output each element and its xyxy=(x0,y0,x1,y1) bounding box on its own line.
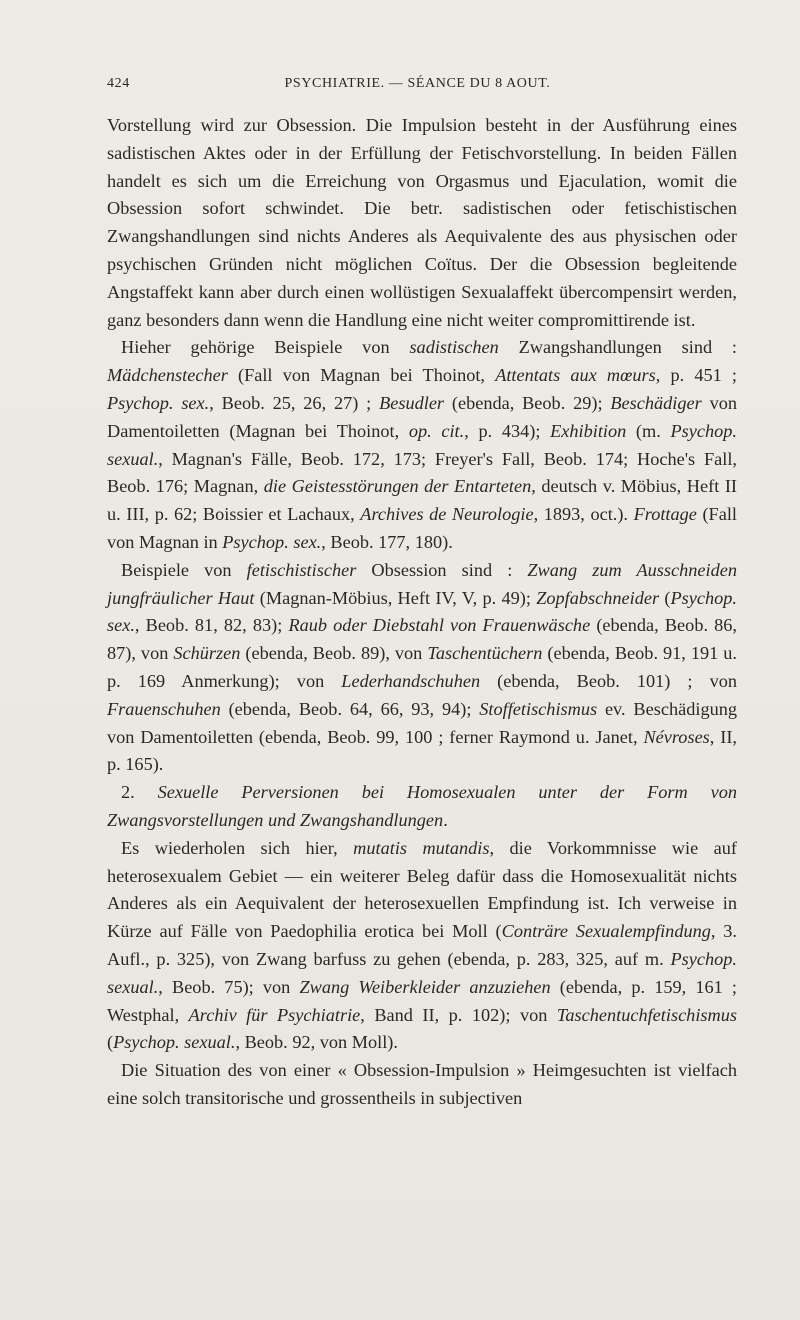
italic-run: Attentats aux mœurs xyxy=(495,365,656,386)
italic-run: Raub oder Diebstahl von Frauenwäsche xyxy=(288,615,591,636)
italic-run: fetischistischer xyxy=(246,559,357,580)
text-run: , 1893, oct.). xyxy=(533,504,634,525)
text-run: , Magnan's Fälle, Beob. 172, 173; Freyer's Fall, Beob. 174; Hoche's Fall, Beob. 176; Magnan, xyxy=(107,448,737,497)
text-run: , II, p. 165). xyxy=(107,726,738,775)
italic-run: Sexuelle Perversionen bei Homosexualen unter der Form von Zwangsvorstellungen und Zwangshandlungen xyxy=(107,782,738,830)
paragraph-sadistic-examples xyxy=(107,334,737,556)
italic-run: Taschentüchern xyxy=(427,643,543,664)
paragraph-homosexual-examples xyxy=(107,835,737,1057)
paragraph-fetishist-examples xyxy=(107,557,737,779)
running-title: PSYCHIATRIE. — SÉANCE DU 8 AOUT. xyxy=(284,76,551,91)
text-run: , Beob. 25, 26, 27) ; xyxy=(209,392,380,413)
text-run: , 3. Aufl., p. 325), von Zwang barfuss zu gehen (ebenda, p. 283, 325, auf m. xyxy=(107,921,738,969)
section-heading-2 xyxy=(107,779,737,835)
text-run: ev. Beschädigung von Damentoiletten (ebenda, Beob. 99, 100 ; ferner Raymond u. Janet, xyxy=(107,698,738,747)
text-run: ( xyxy=(659,587,671,608)
italic-run: Zwang Weiberkleider anzuziehen xyxy=(299,976,551,997)
text-run: , Beob. 75); von xyxy=(158,976,300,997)
text-run: , p. 451 ; xyxy=(655,365,738,386)
italic-run: Névroses xyxy=(643,726,710,747)
text-run: (m. xyxy=(626,420,671,441)
italic-run: Conträre Sexualempfindung xyxy=(501,921,711,942)
text-run: , Band II, p. 102); von xyxy=(360,1004,557,1025)
text-run: , Beob. 81, 82, 83); xyxy=(134,615,289,636)
text-run: (ebenda, Beob. 89), von xyxy=(240,643,428,664)
text-run: (ebenda, Beob. 29); xyxy=(444,392,611,413)
paragraph-1: Vorstellung wird zur Obsession. Die Impulsion besteht in der Ausführung eines sadistischen Aktes oder in der Erfüllung der Fetischvorstellung. In beiden Fällen handelt es sich um die Erreichung von Orgasmus und Ejaculation, womit die Obsession sofort schwindet. Die betr. sadistischen oder fetischistischen Zwangshandlungen sind nichts Anderes als Aequivalente des aus physischen oder psychischen Gründen nicht möglichen Coïtus. Der die Obsession begleitende Angstaffekt kann aber durch einen wollüstigen Sexualaffekt übercompensirt werden, ganz besonders dann wenn die Handlung eine nicht weiter compromittirende ist. xyxy=(107,115,737,330)
text-run: (ebenda, Beob. 91, 191 u. p. 169 Anmerkung); von xyxy=(107,643,737,691)
italic-run: Taschentuchfetischismus xyxy=(556,1004,737,1025)
text-run: (ebenda, Beob. 64, 66, 93, 94); xyxy=(220,698,480,719)
italic-run: mutatis mutandis xyxy=(353,837,490,858)
italic-run: Frottage xyxy=(633,504,697,525)
italic-run: Lederhandschuhen xyxy=(341,670,481,691)
body-text xyxy=(107,112,737,1113)
italic-run: Exhibition xyxy=(550,420,627,441)
italic-run: Schürzen xyxy=(173,643,241,664)
italic-run: Beschädiger xyxy=(610,392,702,413)
italic-run: Stoffetischismus xyxy=(479,698,598,719)
text-run: , deutsch v. Möbius, Heft II u. III, p. 62; Boissier et Lachaux, xyxy=(107,476,737,525)
text-run: Zwangshandlungen sind : xyxy=(498,337,737,358)
text-run: ( xyxy=(107,1032,114,1053)
text-run: , Beob. 92, von Moll). xyxy=(235,1032,398,1053)
running-header xyxy=(107,76,728,98)
italic-run: Zwang zum Ausschneiden jungfräulicher Haut xyxy=(107,559,737,608)
text-run: Hieher gehörige Beispiele von xyxy=(121,337,410,358)
italic-run: die Geistesstörungen der Entarteten xyxy=(263,476,532,497)
italic-run: Psychop. sexual. xyxy=(107,948,737,997)
italic-run: Psychop. sex. xyxy=(107,587,737,636)
paragraph-final: Die Situation des von einer « Obsession-Impulsion » Heimgesuchten ist vielfach eine solch transitorische und grossentheils in subjectiven xyxy=(107,1060,737,1108)
italic-run: Psychop. sexual. xyxy=(107,420,737,469)
italic-run: Psychop. sex. xyxy=(222,531,322,552)
page-number: 424 xyxy=(107,76,130,91)
italic-run: Mädchenstecher xyxy=(107,365,228,386)
text-run: , die Vorkommnisse wie auf heterosexualem Gebiet — ein weiterer Beleg dafür dass die Homosexualität nichts Anderes als ein Aequivalent der heterosexuellen Empfindung ist. Ich verweise in Kürze auf Fälle von Paedophilia erotica bei Moll ( xyxy=(107,837,737,942)
text-run: (ebenda, p. 159, 161 ; Westphal, xyxy=(107,976,738,1025)
italic-run: sadistischen xyxy=(409,337,499,358)
text-run: (ebenda, Beob. 86, 87), von xyxy=(107,615,738,664)
text-run: . xyxy=(443,809,448,830)
italic-run: op. cit. xyxy=(408,420,465,441)
text-run: Es wiederholen sich hier, xyxy=(121,837,354,858)
text-run: von Damentoiletten (Magnan bei Thoinot, xyxy=(107,392,737,441)
text-run: Obsession sind : xyxy=(356,559,528,580)
text-run: (Fall von Magnan in xyxy=(107,504,737,552)
text-run: 2. xyxy=(121,782,158,803)
text-run: (Magnan-Möbius, Heft IV, V, p. 49); xyxy=(254,587,537,608)
text-run: , p. 434); xyxy=(464,420,551,441)
italic-run: Archives de Neurologie xyxy=(360,504,534,525)
italic-run: Frauenschuhen xyxy=(107,698,221,719)
italic-run: Zopfabschneider xyxy=(536,587,660,608)
italic-run: Archiv für Psychiatrie xyxy=(188,1004,361,1025)
italic-run: Besudler xyxy=(379,392,445,413)
italic-run: Psychop. sex. xyxy=(107,392,210,413)
text-run: (ebenda, Beob. 101) ; von xyxy=(480,670,737,691)
text-run: Beispiele von xyxy=(121,559,247,580)
text-run: (Fall von Magnan bei Thoinot, xyxy=(227,365,496,386)
italic-run: Psychop. sexual. xyxy=(113,1032,236,1053)
text-run: , Beob. 177, 180). xyxy=(321,531,453,552)
